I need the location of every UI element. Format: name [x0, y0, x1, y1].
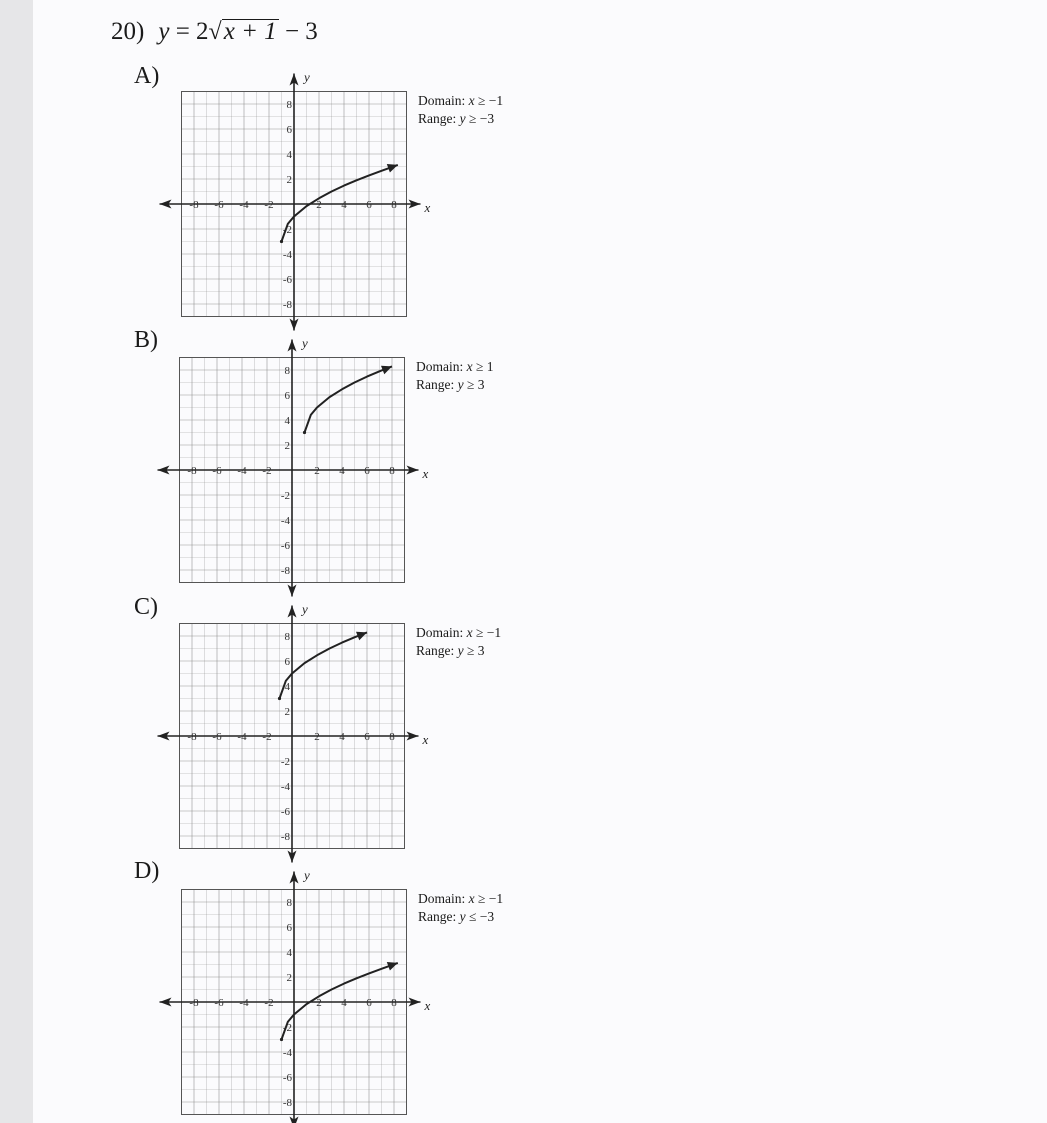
y-tick-label: -6	[282, 274, 292, 286]
option-label-a[interactable]: A)	[134, 63, 160, 89]
x-tick-label: 8	[391, 199, 397, 211]
option-a-range: Range: y ≥ −3	[418, 111, 495, 126]
y-tick-label: 4	[284, 415, 290, 427]
x-axis-label: x	[424, 998, 431, 1013]
y-tick-label: -6	[282, 1072, 292, 1084]
option-b-domain: Domain: x ≥ 1	[416, 359, 494, 374]
y-tick-label: 8	[284, 631, 290, 643]
option-c-range: Range: y ≥ 3	[416, 643, 485, 658]
y-tick-label: 4	[284, 681, 290, 693]
x-tick-label: -2	[264, 997, 274, 1009]
question-number: 20)	[111, 18, 145, 45]
curve-start-point	[280, 240, 283, 243]
y-tick-label: -4	[282, 249, 292, 261]
option-label-b[interactable]: B)	[134, 327, 158, 353]
x-tick-label: 8	[391, 997, 397, 1009]
y-tick-label: -2	[280, 756, 290, 768]
y-tick-label: -4	[280, 515, 290, 527]
y-tick-label: 4	[286, 947, 292, 959]
x-tick-label: 6	[366, 199, 372, 211]
option-label-d[interactable]: D)	[134, 858, 160, 884]
option-d-graph	[160, 868, 431, 1123]
x-tick-label: 6	[364, 465, 370, 477]
y-tick-label: -8	[280, 565, 290, 577]
option-d-domain: Domain: x ≥ −1	[418, 891, 504, 906]
y-axis-label: y	[302, 601, 308, 617]
x-tick-label: 2	[314, 731, 320, 743]
option-b-range: Range: y ≥ 3	[416, 377, 485, 392]
x-tick-label: 4	[339, 465, 345, 477]
y-axis-label: y	[304, 69, 310, 85]
y-tick-label: 8	[284, 365, 290, 377]
x-tick-label: -6	[214, 199, 224, 211]
y-tick-label: -6	[280, 540, 290, 552]
x-tick-label: -8	[187, 731, 197, 743]
y-tick-label: -2	[280, 490, 290, 502]
x-tick-label: -6	[212, 465, 222, 477]
y-axis-label: y	[302, 335, 308, 351]
y-tick-label: -6	[280, 806, 290, 818]
x-tick-label: -4	[239, 199, 249, 211]
y-tick-label: 6	[284, 656, 290, 668]
curve-start-point	[280, 1038, 283, 1041]
option-c-domain: Domain: x ≥ −1	[416, 625, 502, 640]
y-tick-label: 8	[286, 99, 292, 111]
y-axis-label: y	[304, 867, 310, 883]
y-tick-label: 2	[284, 706, 290, 718]
x-tick-label: -8	[187, 465, 197, 477]
x-tick-label: 4	[341, 997, 347, 1009]
x-tick-label: 2	[316, 199, 322, 211]
option-c-graph	[158, 602, 429, 863]
x-axis-label: x	[424, 200, 431, 215]
option-label-c[interactable]: C)	[134, 594, 158, 620]
y-tick-label: -2	[282, 224, 292, 236]
x-tick-label: -2	[262, 465, 272, 477]
y-tick-label: -8	[282, 299, 292, 311]
x-tick-label: -4	[237, 465, 247, 477]
curve-arrow-icon	[387, 164, 398, 173]
x-tick-label: -2	[264, 199, 274, 211]
x-tick-label: 8	[389, 731, 395, 743]
x-tick-label: 6	[366, 997, 372, 1009]
x-tick-label: -4	[239, 997, 249, 1009]
y-tick-label: 2	[286, 174, 292, 186]
x-tick-label: 6	[364, 731, 370, 743]
y-tick-label: 6	[284, 390, 290, 402]
y-tick-label: 6	[286, 124, 292, 136]
y-tick-label: 2	[286, 972, 292, 984]
x-tick-label: 8	[389, 465, 395, 477]
x-axis-label: x	[422, 732, 429, 747]
x-tick-label: -4	[237, 731, 247, 743]
y-tick-label: -4	[282, 1047, 292, 1059]
x-tick-label: -6	[212, 731, 222, 743]
option-b-graph	[158, 336, 429, 597]
equation-tail: − 3	[278, 18, 318, 45]
y-tick-label: 4	[286, 149, 292, 161]
equation-eq: = 2	[169, 18, 209, 45]
equation-lhs: y	[158, 18, 170, 45]
curve-arrow-icon	[387, 962, 398, 971]
y-tick-label: 8	[286, 897, 292, 909]
x-tick-label: -2	[262, 731, 272, 743]
y-tick-label: -4	[280, 781, 290, 793]
x-tick-label: 4	[339, 731, 345, 743]
curve-start-point	[278, 697, 281, 700]
x-tick-label: 4	[341, 199, 347, 211]
sqrt-symbol: √	[208, 19, 222, 45]
y-tick-label: -2	[282, 1022, 292, 1034]
radicand-text: x + 1	[223, 18, 277, 45]
function-curve	[305, 366, 393, 432]
curve-start-point	[303, 431, 306, 434]
x-tick-label: 2	[314, 465, 320, 477]
option-d-range: Range: y ≤ −3	[418, 909, 495, 924]
x-tick-label: 2	[316, 997, 322, 1009]
option-a-graph	[160, 70, 431, 331]
x-axis-label: x	[422, 466, 429, 481]
x-tick-label: -8	[189, 199, 199, 211]
y-tick-label: 2	[284, 440, 290, 452]
x-tick-label: -8	[189, 997, 199, 1009]
y-tick-label: 6	[286, 922, 292, 934]
y-tick-label: -8	[282, 1097, 292, 1109]
x-tick-label: -6	[214, 997, 224, 1009]
option-a-domain: Domain: x ≥ −1	[418, 93, 504, 108]
y-tick-label: -8	[280, 831, 290, 843]
